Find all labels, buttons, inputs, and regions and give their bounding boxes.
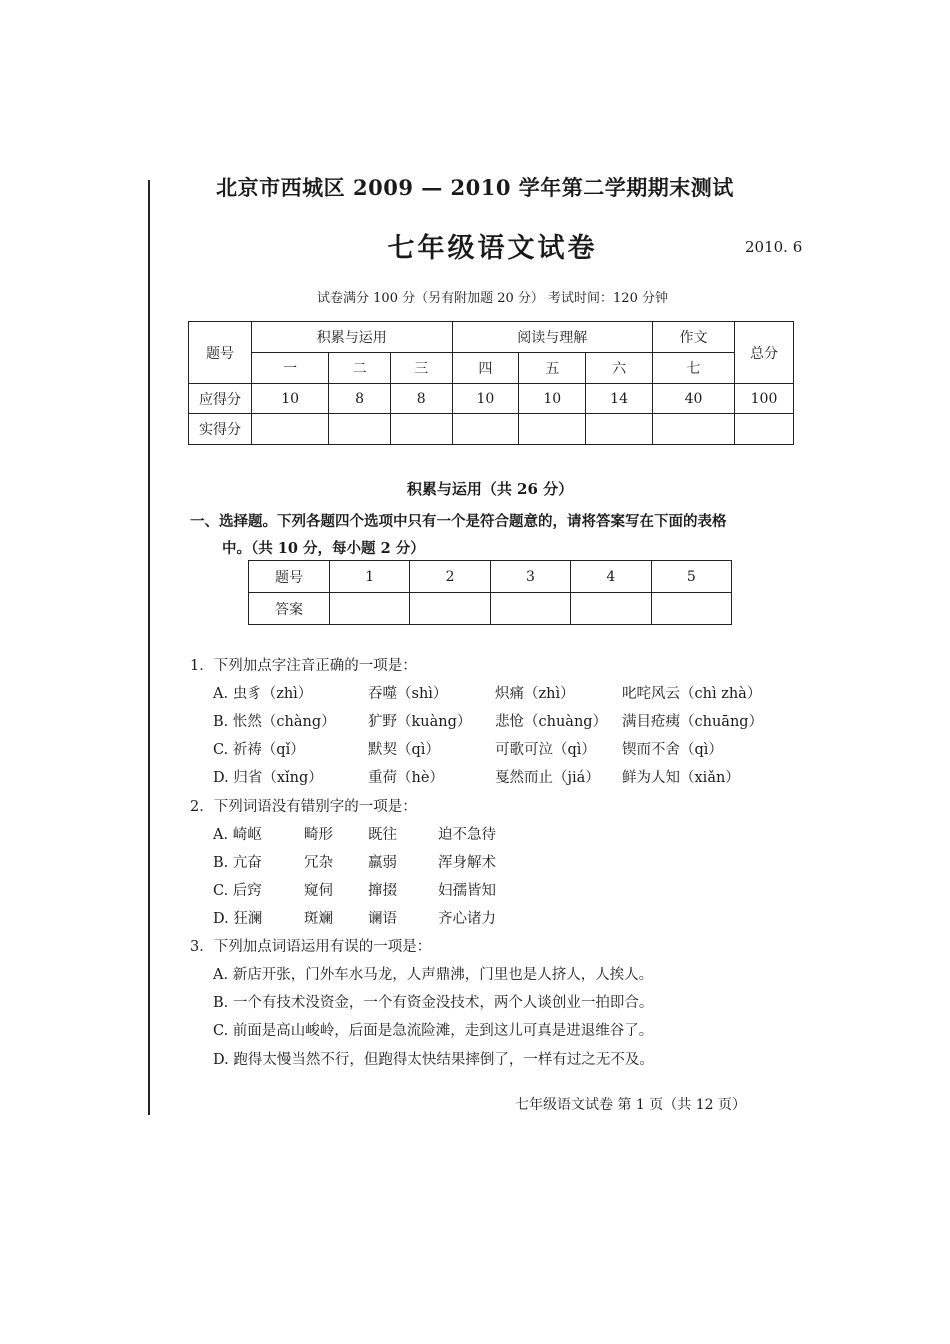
score-actual-cell[interactable] — [452, 414, 519, 445]
exam-title-sub: 七年级语文试卷 — [387, 233, 598, 264]
exam-title-main: 北京市西城区 2009 — 2010 学年第二学期期末测试 — [216, 175, 734, 200]
q1-option-d-4: 鲜为人知（xiǎn） — [622, 770, 740, 786]
score-expected-value: 40 — [653, 384, 735, 414]
score-number: 二 — [329, 353, 391, 384]
answer-row1-label: 题号 — [249, 561, 330, 593]
score-expected-value: 8 — [390, 384, 452, 414]
q2-option-b-1: B. 亢奋 — [213, 855, 262, 871]
score-actual-cell[interactable] — [735, 414, 794, 445]
q2-option-d-2: 斑斓 — [304, 911, 333, 927]
page-footer: 七年级语文试卷 第 1 页（共 12 页） — [515, 1097, 746, 1113]
score-header-label: 题号 — [189, 322, 252, 384]
answer-cell[interactable] — [330, 593, 410, 625]
score-number: 七 — [653, 353, 735, 384]
answer-number: 5 — [651, 561, 731, 593]
exam-date: 2010. 6 — [745, 238, 803, 256]
q1-option-d-2: 重荷（hè） — [368, 770, 444, 786]
q1-option-b-1: B. 怅然（chàng） — [213, 714, 336, 730]
exam-info: 试卷满分 100 分（另有附加题 20 分） 考试时间：120 分钟 — [317, 291, 668, 306]
q2-option-b-3: 羸弱 — [368, 855, 397, 871]
answer-number: 1 — [330, 561, 410, 593]
score-actual-cell[interactable] — [390, 414, 452, 445]
score-expected-value: 100 — [735, 384, 794, 414]
q2-option-a-1: A. 崎岖 — [213, 827, 262, 843]
q2-option-d-3: 谰语 — [368, 911, 397, 927]
score-actual-label: 实得分 — [189, 414, 252, 445]
q1-option-b-2: 犷野（kuàng） — [368, 714, 472, 730]
score-actual-cell[interactable] — [653, 414, 735, 445]
section-intro-line1: 一、选择题。下列各题四个选项中只有一个是符合题意的，请将答案写在下面的表格 — [190, 513, 727, 530]
score-actual-cell[interactable] — [252, 414, 329, 445]
score-actual-cell[interactable] — [329, 414, 391, 445]
answer-number: 4 — [571, 561, 651, 593]
q2-option-c-2: 窥伺 — [304, 883, 333, 899]
q2-option-a-4: 迫不急待 — [438, 827, 496, 843]
q1-option-b-3: 悲怆（chuàng） — [495, 714, 608, 730]
answer-cell[interactable] — [651, 593, 731, 625]
q3-stem: 3．下列加点词语运用有误的一项是： — [190, 939, 432, 955]
score-number: 一 — [252, 353, 329, 384]
q2-option-d-4: 齐心诸力 — [438, 911, 496, 927]
score-group-1: 积累与运用 — [252, 322, 453, 353]
q2-option-a-2: 畸形 — [304, 827, 333, 843]
q2-option-c-1: C. 后窍 — [213, 883, 262, 899]
score-actual-cell[interactable] — [586, 414, 653, 445]
score-expected-value: 10 — [519, 384, 586, 414]
answer-table — [248, 560, 732, 625]
q1-stem: 1．下列加点字注音正确的一项是： — [190, 658, 417, 674]
q2-option-b-4: 浑身解术 — [438, 855, 496, 871]
section-title: 积累与运用（共 26 分） — [406, 480, 574, 498]
answer-number: 2 — [410, 561, 490, 593]
score-group-2: 阅读与理解 — [452, 322, 653, 353]
score-expected-value: 10 — [252, 384, 329, 414]
section-intro — [190, 508, 800, 562]
q1-option-a-2: 吞噬（shì） — [368, 686, 448, 702]
q2-stem: 2．下列词语没有错别字的一项是： — [190, 799, 417, 815]
q1-option-d-3: 戛然而止（jiá） — [495, 770, 600, 786]
q1-option-c-1: C. 祈祷（qǐ） — [213, 742, 305, 758]
score-expected-value: 8 — [329, 384, 391, 414]
score-expected-label: 应得分 — [189, 384, 252, 414]
q1-option-b-4: 满目疮痍（chuāng） — [622, 714, 764, 730]
score-number: 四 — [452, 353, 519, 384]
score-number: 六 — [586, 353, 653, 384]
q2-option-c-4: 妇孺皆知 — [438, 883, 496, 899]
answer-cell[interactable] — [490, 593, 570, 625]
score-expected-value: 10 — [452, 384, 519, 414]
answer-row2-label: 答案 — [249, 593, 330, 625]
score-number: 三 — [390, 353, 452, 384]
q2-option-c-3: 撺掇 — [368, 883, 397, 899]
q1-option-c-2: 默契（qì） — [368, 742, 440, 758]
binding-margin-line — [148, 180, 150, 1115]
q1-option-c-4: 锲而不舍（qì） — [622, 742, 723, 758]
q3-option-c: C. 前面是高山峻岭，后面是急流险滩，走到这儿可真是进退维谷了。 — [213, 1023, 654, 1039]
score-expected-value: 14 — [586, 384, 653, 414]
q1-option-a-4: 叱咤风云（chì zhà） — [622, 686, 762, 702]
q1-option-a-1: A. 虫豸（zhì） — [213, 686, 313, 702]
q3-option-b: B. 一个有技术没资金，一个有资金没技术，两个人谈创业一拍即合。 — [213, 995, 654, 1011]
q3-option-a: A. 新店开张，门外车水马龙，人声鼎沸，门里也是人挤人，人挨人。 — [213, 967, 654, 983]
score-table — [188, 321, 794, 445]
score-number: 五 — [519, 353, 586, 384]
score-total-label: 总分 — [735, 322, 794, 384]
answer-cell[interactable] — [571, 593, 651, 625]
answer-cell[interactable] — [410, 593, 490, 625]
score-actual-cell[interactable] — [519, 414, 586, 445]
score-group-3: 作文 — [653, 322, 735, 353]
q2-option-b-2: 冗杂 — [304, 855, 333, 871]
answer-number: 3 — [490, 561, 570, 593]
q2-option-d-1: D. 狂澜 — [213, 911, 263, 927]
section-intro-line2: 中。（共 10 分，每小题 2 分） — [222, 540, 425, 557]
q2-option-a-3: 既往 — [368, 827, 397, 843]
q3-option-d: D. 跑得太慢当然不行，但跑得太快结果摔倒了，一样有过之无不及。 — [213, 1052, 654, 1068]
q1-option-c-3: 可歌可泣（qì） — [495, 742, 596, 758]
q1-option-a-3: 炽痛（zhì） — [495, 686, 575, 702]
q1-option-d-1: D. 归省（xǐng） — [213, 770, 323, 786]
